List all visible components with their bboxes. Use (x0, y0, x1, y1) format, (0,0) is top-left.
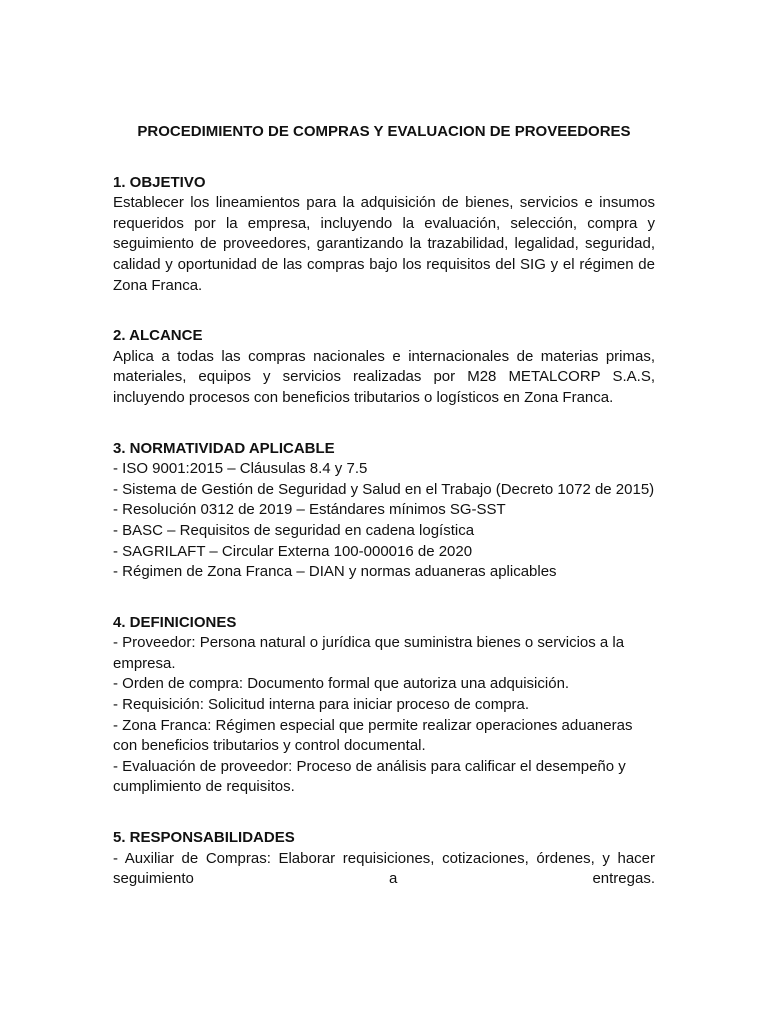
list-item: - Zona Franca: Régimen especial que permite realizar operaciones aduaneras con beneficios tributarios y control documental. (113, 716, 633, 755)
section-text-alcance: Aplica a todas las compras nacionales e internacionales de materias primas, materiales, equipos y servicios realizadas por M28 METALCORP S.A.S, incluyendo procesos con beneficios tributarios o logísticos en Zona Franca. (113, 347, 655, 406)
list-item: - Régimen de Zona Franca – DIAN y normas aduaneras aplicables (113, 563, 557, 581)
list-item: - Requisición: Solicitud interna para iniciar proceso de compra. (113, 696, 530, 714)
section-objetivo (113, 173, 655, 297)
section-alcance (113, 326, 655, 408)
list-item: - Resolución 0312 de 2019 – Estándares mínimos SG-SST (113, 501, 506, 519)
list-item: - BASC – Requisitos de seguridad en cadena logística (113, 521, 475, 539)
list-item: - ISO 9001:2015 – Cláusulas 8.4 y 7.5 (113, 460, 368, 478)
section-normatividad (113, 439, 655, 583)
section-definiciones (113, 613, 655, 798)
list-item: - Auxiliar de Compras: Elaborar requisiciones, cotizaciones, órdenes, y hacer seguimiento a entregas. (113, 849, 655, 888)
list-item: - Sistema de Gestión de Seguridad y Salud en el Trabajo (Decreto 1072 de 2015) (113, 480, 655, 498)
section-heading-definiciones: 4. DEFINICIONES (113, 613, 237, 631)
section-heading-normatividad: 3. NORMATIVIDAD APLICABLE (113, 439, 335, 457)
section-heading-alcance: 2. ALCANCE (113, 327, 203, 345)
section-text-objetivo: Establecer los lineamientos para la adquisición de bienes, servicios e insumos requeridos por la empresa, incluyendo la evaluación, selección, compra y seguimiento de proveedores, garantizando la trazabilidad, legalidad, seguridad, calidad y oportunidad de las compras bajo los requisitos del SIG y el régimen de Zona Franca. (113, 194, 655, 294)
list-item: - Proveedor: Persona natural o jurídica que suministra bienes o servicios a la empresa. (113, 634, 625, 672)
document-page (113, 122, 655, 890)
list-item: - Orden de compra: Documento formal que autoriza una adquisición. (113, 675, 570, 693)
definiciones-list (113, 633, 655, 798)
document-title: PROCEDIMIENTO DE COMPRAS Y EVALUACION DE PROVEEDORES (137, 123, 631, 140)
list-item: - Evaluación de proveedor: Proceso de análisis para calificar el desempeño y cumplimiento de requisitos. (113, 757, 626, 796)
list-item: - SAGRILAFT – Circular Externa 100-000016 de 2020 (113, 542, 473, 560)
responsabilidades-list (113, 849, 655, 890)
section-responsabilidades (113, 828, 655, 890)
normatividad-list (113, 459, 655, 583)
section-heading-objetivo: 1. OBJETIVO (113, 173, 206, 191)
section-heading-responsabilidades: 5. RESPONSABILIDADES (113, 829, 295, 847)
